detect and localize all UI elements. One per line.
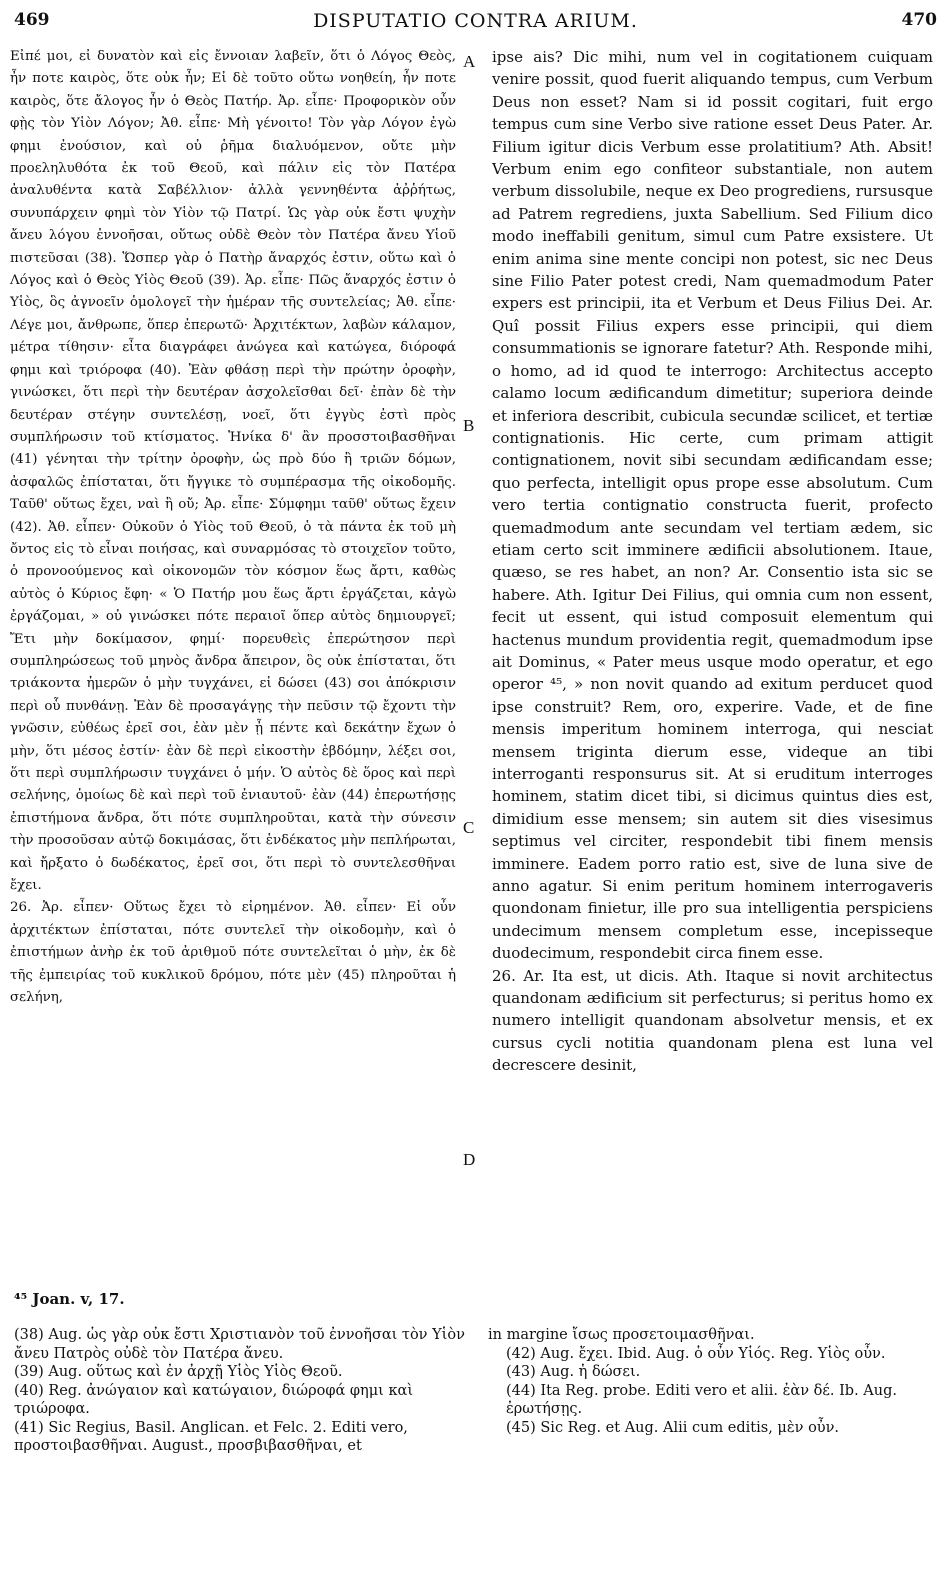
notes-left [14,1326,469,1456]
latin-column [492,46,933,1077]
notes-right [488,1326,933,1437]
page-number-right: 470 [901,10,937,30]
greek-paragraph: Εἰπέ μοι, εἰ δυνατὸν καὶ εἰς ἔννοιαν λαβεῖν, ὅτι ὁ Λόγος Θεὸς, ἦν ποτε καιρὸς, ὅτε οὐκ ἦν; Εἰ δὲ τοῦτο οὕτω νοηθείη, ἦν ποτε καιρὸς, ὅτε ἄλογος ἦν ὁ Θεὸς Πατήρ. Ἀρ. εἶπε· Προφορικὸν οὖν φῂς τὸν Υἱὸν Λόγον; Ἀθ. εἶπε· Μὴ γένοιτο! Τὸν γὰρ Λόγον ἐγὼ φημι ἐνούσιον, καὶ οὐ ῥῆμα διαλυόμενον, οὔτε μὴν προεληλυθότα ἐκ τοῦ Θεοῦ, καὶ πάλιν εἰς τὸν Πατέρα ἀναλυθέντα κατὰ Σαβέλλιον· ἀλλὰ γεννηθέντα ἀῤῥήτως, συνυπάρχειν φημὶ τὸν Υἱὸν τῷ Πατρί. Ὡς γὰρ οὐκ ἔστι ψυχὴν ἄνευ λόγου ἐννοῆσαι, οὕτως οὐδὲ Θεὸν τὸν Πατέρα ἄνευ Υἱοῦ πιστεῦσαι (38). Ὥσπερ γὰρ ὁ Πατὴρ ἄναρχός ἐστιν, οὕτω καὶ ὁ Λόγος καὶ ὁ Θεὸς Υἱὸς Θεοῦ (39). Ἀρ. εἶπε· Πῶς ἄναρχός ἐστιν ὁ Υἱὸς, ὃς ἀγνοεῖν ὁμολογεῖ τὴν ἡμέραν τῆς συντελείας; Ἀθ. εἶπε· Λέγε μοι, ἄνθρωπε, ὅπερ ἐπερωτῶ· Ἀρχιτέκτων, λαβὼν κάλαμον, μέτρα τίθησιν· εἶτα διαγράφει ἀνώγεα καὶ κατώγεα, διόροφά φημι καὶ τριόροφα (40). Ἐὰν φθάσῃ περὶ τὴν πρώτην ὀροφὴν, γινώσκει, ὅτι περὶ τὴν δευτέραν ἀσχολεῖσθαι δεῖ· ἐπὰν δὲ τὴν δευτέραν στέγην συντελέσῃ, νοεῖ, ὅτι ἐγγὺς ἐστὶ πρὸς συμπλήρωσιν τοῦ κτίσματος. Ἡνίκα δ' ἂν προσστοιβασθῆναι (41) γένηται τὴν τρίτην ὀροφὴν, ὡς πρὸ δύο ἢ τριῶν δόμων, ἀσφαλῶς ἐπίσταται, ὅτι ἤγγικε τὸ συμπέρασμα τῆς οἰκοδομῆς. Ταῦθ' οὕτως ἔχει, ναὶ ἢ οὔ; Ἀρ. εἶπε· Σύμφημι ταῦθ' οὕτως ἔχειν (42). Ἀθ. εἶπεν· Οὐκοῦν ὁ Υἱὸς τοῦ Θεοῦ, ὁ τὰ πάντα ἐκ τοῦ μὴ ὄντος εἰς τὸ εἶναι ποιήσας, καὶ συναρμόσας τὸ στοιχεῖον τοῦτο, ὁ προνοούμενος καὶ οἰκονομῶν τὸν κόσμον ἕως ἄρτι, καθὼς αὐτὸς ὁ Κύριος ἔφη· « Ὁ Πατήρ μου ἕως ἄρτι ἐργάζεται, κἀγὼ ἐργάζομαι, » οὐ γινώσκει πότε περαιοῖ ὅπερ αὐτὸς δημιουργεῖ; Ἔτι μὴν δοκίμασον, φημί· πορευθεὶς ἐπερώτησον περὶ συμπληρώσεως τοῦ μηνὸς ἄνδρα ἄπειρον, ὃς οὐκ ἐπίσταται, ὅτι τριάκοντα ἡμερῶν ὁ μὴν τυγχάνει, εἰ δώσει (43) σοι ἀπόκρισιν περὶ οὗ πυνθάνῃ. Ἐὰν δὲ προσαγάγῃς τὴν πεῦσιν τῷ ἔχοντι τὴν γνῶσιν, εὐθέως ἐρεῖ σοι, ἐὰν μὲν ᾖ πέντε καὶ δεκάτην ἔχων ὁ μὴν, ὅτι μέσος ἐστίν· ἐὰν δὲ περὶ εἰκοστὴν ἑβδόμην, λέξει σοι, ὅτι περὶ συμπλήρωσιν τυγχάνει ὁ μήν. Ὁ αὐτὸς δὲ ὅρος καὶ περὶ σελήνης, ὁμοίως δὲ καὶ περὶ τοῦ ἐνιαυτοῦ· ἐὰν (44) ἐπερωτήσῃς ἐπιστήμονα ἄνδρα, ὅτι πότε συμπληροῦται, κατὰ τὴν σύνεσιν τὴν προσοῦσαν αὐτῷ δοκιμάσας, ὅτι ἑνδέκατος μὴν πεπλήρωται, καὶ ἤρξατο ὁ δωδέκατος, ἐρεῖ σοι, ὅτι περὶ τὸ συντελεσθῆναι ἔχει. [10,49,456,894]
note: (43) Aug. ἡ δώσει. [506,1364,641,1380]
margin-letter-c: C [463,818,475,837]
margin-letter-d: D [463,1150,476,1169]
note: (40) Reg. ἀνώγαιον καὶ κατώγαιον, διώροφά φημι καὶ τριώροφα. [14,1382,413,1417]
note: in margine ἴσως προσετοιμασθῆναι. [488,1327,755,1343]
note: (44) Ita Reg. probe. Editi vero et alii. ἐὰν δέ. Ib. Aug. ἐρωτήσῃς. [506,1382,898,1417]
note: (39) Aug. οὕτως καὶ ἐν ἀρχῇ Υἱὸς Υἱὸς Θεοῦ. [14,1364,343,1380]
note: (41) Sic Regius, Basil. Anglican. et Felc. 2. Editi vero, προστοιβασθῆναι. August., προσβιβασθῆναι, et [14,1419,408,1454]
note: (45) Sic Reg. et Aug. Alii cum editis, μὲν οὖν. [506,1419,840,1436]
margin-letter-b: B [463,416,475,435]
scripture-footnote: ⁴⁵ Joan. v, 17. [14,1290,125,1308]
page-number-left: 469 [14,10,50,30]
greek-column [10,46,456,1009]
running-title: DISPUTATIO CONTRA ARIUM. [313,10,638,32]
note: (42) Aug. ἔχει. Ibid. Aug. ὁ οὖν Υἱός. Reg. Υἱὸς οὖν. [506,1345,886,1362]
latin-paragraph: ipse ais? Dic mihi, num vel in cogitationem cuiquam venire possit, quod fuerit aliquando tempus, cum Verbum Deus non esset? Nam si id possit cogitari, fuit ergo tempus cum sine Verbo sive ratione esset Deus Pater. Ar. Filium igitur dicis Verbum esse prolatitium? Ath. Absit! Verbum enim ego confiteor substantiale, non autem verbum dissolubile, neque ex Deo progrediens, rursusque ad Patrem regrediens, juxta Sabellium. Sed Filium dico modo ineffabili genitum, simul cum Patre exsistere. Ut enim anima sine mente concipi non potest, sic nec Deus sine Filio Pater potest credi, Nam quemadmodum Pater expers est principii, ita et Verbum et Deus Filius Dei. Ar. Quî possit Filius expers esse principii, qui diem consummationis se ignorare fatetur? Ath. Responde mihi, o homo, ad id quod te interrogo: Architectus accepto calamo locum ædificandum dimetitur; superiora deinde et inferiora describit, cubicula secundæ scilicet, et tertiæ contignationis. Hic certe, cum primam attigit contignationem, novit sibi secundam ædificandam esse; quo perfecta, intelligit opus prope esse absolutum. Cum vero tertia contignatio constructa fuerit, profecto quemadmodum ante secundam vel tertiam ædem, sic etiam certo scit imminere ædificii absolutionem. Itaue, quæso, se res habet, an non? Ar. Consentio ista sic se habere. Ath. Igitur Dei Filius, qui omnia cum non essent, fecit ut essent, qui istud composuit elementum qui hactenus mundum providentia regit, quemadmodum ipse ait Dominus, « Pater meus usque modo operatur, et ego operor ⁴⁵, » non novit quando ad exitum perducet quod ipse construit? Rem, oro, experire. Vade, et de fine mensis imperitum hominem interroga, qui nesciat mensem triginta dierum esse, videque an tibi interroganti responsurus sit. At si eruditum interroges hominem, statim dicet tibi, si dicimus quintus dies est, dimidium esse mensem; sin autem sit dies visesimus septimus vel circiter, respondebit tibi finem mensis imminere. Eadem porro ratio est, sive de luna sive de anno agatur. Si enim peritum hominem interrogaveris quondonam finietur, ille pro sua intelligentia perspiciens undecimum mensem completum esse, incepisseque duodecimum, respondebit circa finem esse. [492,48,933,963]
greek-paragraph: 26. Ἀρ. εἶπεν· Οὕτως ἔχει τὸ εἰρημένον. Ἀθ. εἶπεν· Εἰ οὖν ἀρχιτέκτων ἐπίσταται, πότε συντελεῖ τὴν οἰκοδομὴν, καὶ ὁ ἐπιστήμων ἀνὴρ ἐκ τοῦ ἀριθμοῦ πότε συντελεῖται ὁ μὴν, ἐκ δὲ τῆς ἐμπειρίας τοῦ κυκλικοῦ δρόμου, πότε μὲν (45) πληροῦται ἡ σελήνη, [10,900,456,1006]
running-header [14,10,937,38]
note: (38) Aug. ὡς γὰρ οὐκ ἔστι Χριστιανὸν τοῦ ἐννοῆσαι τὸν Υἱὸν ἄνευ Πατρὸς οὐδὲ τὸν Πατέρα ἄνευ. [14,1327,465,1362]
margin-letter-a: A [463,52,476,71]
latin-paragraph: 26. Ar. Ita est, ut dicis. Ath. Itaque si novit architectus quandonam ædificium sit perfecturus; si peritus homo ex numero intelligit quandonam absolvetur mensis, et ex cursus cycli notitia quandonam plena est luna vel decrescere desinit, [492,966,933,1075]
